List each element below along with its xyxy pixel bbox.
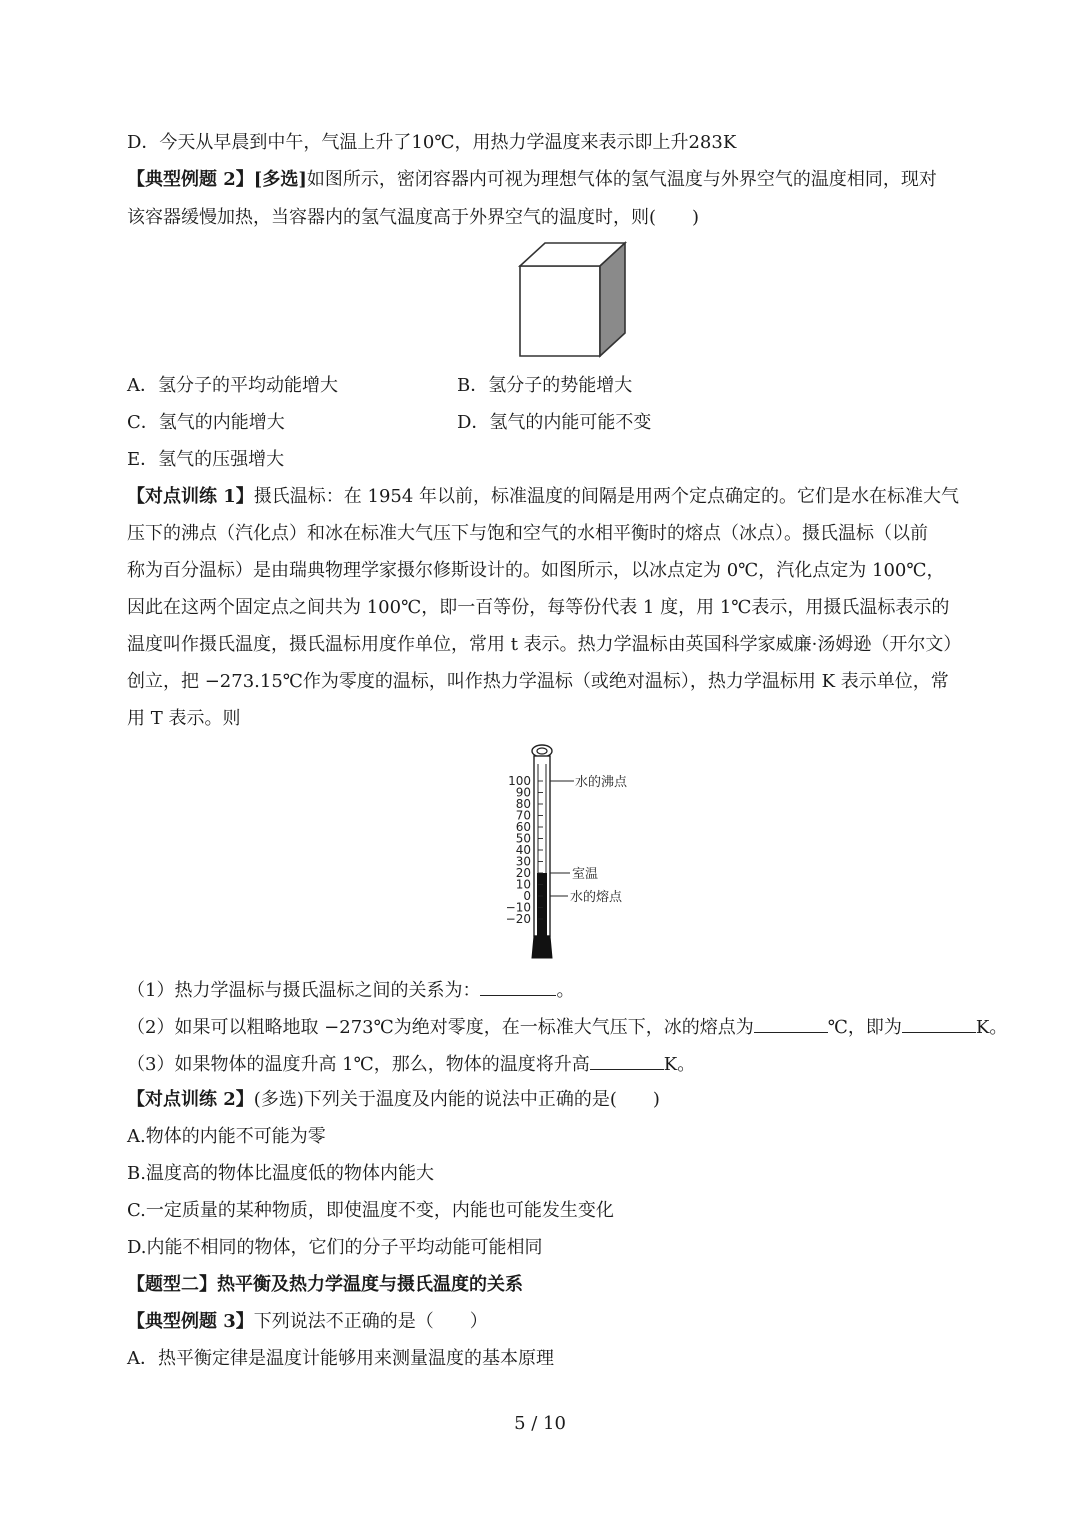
scale-label: 50 xyxy=(515,831,531,846)
scale-label: 90 xyxy=(515,785,531,800)
cube-front-face xyxy=(520,266,600,356)
question-3-text: （3）如果物体的温度升高 1℃，那么，物体的温度将升高 xyxy=(127,1054,590,1075)
question-2-text-b: ℃，即为 xyxy=(827,1017,902,1038)
example-2-type: [多选] xyxy=(253,169,307,190)
training-2-option-b: B.温度高的物体比温度低的物体内能大 xyxy=(127,1163,434,1184)
scale-label: −10 xyxy=(505,900,531,915)
option-d-prev: D．今天从早晨到中午，气温上升了10℃，用热力学温度来表示即上升283K xyxy=(127,132,737,153)
example-2-line-1 xyxy=(127,168,987,192)
option-a: A．氢分子的平均动能增大 xyxy=(127,375,338,396)
example-3-line xyxy=(127,1310,987,1334)
question-2 xyxy=(127,1014,1008,1040)
scale-label: 100 xyxy=(508,774,531,788)
question-3 xyxy=(127,1051,987,1077)
example-3-tag: 【典型例题 3】 xyxy=(127,1311,254,1332)
section-heading-type-2: 【题型二】热平衡及热力学温度与摄氏温度的关系 xyxy=(127,1274,523,1295)
option-d: D．氢气的内能可能不变 xyxy=(457,412,652,433)
question-2-text-a: （2）如果可以粗略地取 −273℃为绝对零度，在一标准大气压下，冰的熔点为 xyxy=(127,1017,754,1038)
training-1-text-7: 用 T 表示。则 xyxy=(127,708,241,729)
label-melting-point: 水的熔点 xyxy=(570,890,623,905)
scale-label: 20 xyxy=(515,866,531,880)
answer-blank-2b[interactable] xyxy=(902,1014,976,1033)
example-2-options-row-2 xyxy=(127,411,987,435)
example-2-tag: 【典型例题 2】 xyxy=(127,169,254,190)
training-1-text-5: 温度叫作摄氏温度，摄氏温标用度作单位，常用 t 表示。热力学温标由英国科学家威廉·汤姆逊（开尔文） xyxy=(127,634,962,655)
thermometer-liquid xyxy=(537,873,547,936)
answer-blank-2a[interactable] xyxy=(754,1014,828,1033)
question-1-end: 。 xyxy=(556,980,575,1001)
question-1 xyxy=(127,977,987,1003)
scale-label: 30 xyxy=(515,854,531,869)
thermometer-figure xyxy=(500,742,660,964)
option-c: C．氢气的内能增大 xyxy=(127,412,285,433)
cube-figure xyxy=(517,240,629,360)
scale-label: 10 xyxy=(515,877,531,892)
option-b: B．氢分子的势能增大 xyxy=(457,375,633,396)
example-3-option-a: A．热平衡定律是温度计能够用来测量温度的基本原理 xyxy=(127,1348,554,1369)
training-2-text: (多选)下列关于温度及内能的说法中正确的是( ) xyxy=(253,1089,660,1110)
page-number: 5 / 10 xyxy=(514,1413,566,1434)
answer-blank-3[interactable] xyxy=(590,1051,664,1070)
scale-label: −20 xyxy=(505,912,531,926)
training-1-text-4: 因此在这两个固定点之间共为 100℃，即一百等份，每等份代表 1 度，用 1℃表示，用摄氏温标表示的 xyxy=(127,597,950,618)
label-boiling-point: 水的沸点 xyxy=(575,775,628,790)
thermometer-bulb xyxy=(532,936,552,958)
scale-label: 80 xyxy=(515,797,531,811)
example-3-text: 下列说法不正确的是（ ） xyxy=(253,1311,488,1332)
option-e: E．氢气的压强增大 xyxy=(127,449,285,470)
question-3-end: K。 xyxy=(663,1054,696,1075)
thermometer-cap-inner xyxy=(537,748,547,754)
training-1-tag: 【对点训练 1】 xyxy=(127,486,254,507)
example-2-text-2: 该容器缓慢加热，当容器内的氢气温度高于外界空气的温度时，则( ) xyxy=(127,207,700,228)
question-1-text: （1）热力学温标与摄氏温标之间的关系为： xyxy=(127,980,481,1001)
scale-label: 0 xyxy=(523,889,531,903)
training-1-text-3: 称为百分温标）是由瑞典物理学家摄尔修斯设计的。如图所示，以冰点定为 0℃，汽化点定为 100℃， xyxy=(127,560,945,581)
training-2-line xyxy=(127,1088,987,1112)
scale-label: 70 xyxy=(515,808,531,823)
training-1-line-1 xyxy=(127,485,987,509)
training-1-text-1: 摄氏温标：在 1954 年以前，标准温度的间隔是用两个定点确定的。它们是水在标准大气 xyxy=(253,486,960,507)
scale-label: 40 xyxy=(515,843,531,857)
training-1-text-6: 创立，把 −273.15℃作为零度的温标，叫作热力学温标（或绝对温标），热力学温标用 K 表示单位，常 xyxy=(127,671,949,692)
training-2-tag: 【对点训练 2】 xyxy=(127,1089,254,1110)
question-2-text-c: K。 xyxy=(975,1017,1008,1038)
training-2-option-c: C.一定质量的某种物质，即使温度不变，内能也可能发生变化 xyxy=(127,1200,614,1221)
training-1-text-2: 压下的沸点（汽化点）和冰在标准大气压下与饱和空气的水相平衡时的熔点（冰点）。摄氏温标（以前 xyxy=(127,523,928,544)
training-2-option-a: A.物体的内能不可能为零 xyxy=(127,1126,326,1147)
label-room-temp: 室温 xyxy=(572,867,599,882)
scale-label: 60 xyxy=(515,820,531,834)
answer-blank-1[interactable] xyxy=(480,977,556,996)
example-2-options-row-1 xyxy=(127,374,987,398)
example-2-text-1: 如图所示，密闭容器内可视为理想气体的氢气温度与外界空气的温度相同，现对 xyxy=(306,169,937,190)
training-2-option-d: D.内能不相同的物体，它们的分子平均动能可能相同 xyxy=(127,1237,543,1258)
